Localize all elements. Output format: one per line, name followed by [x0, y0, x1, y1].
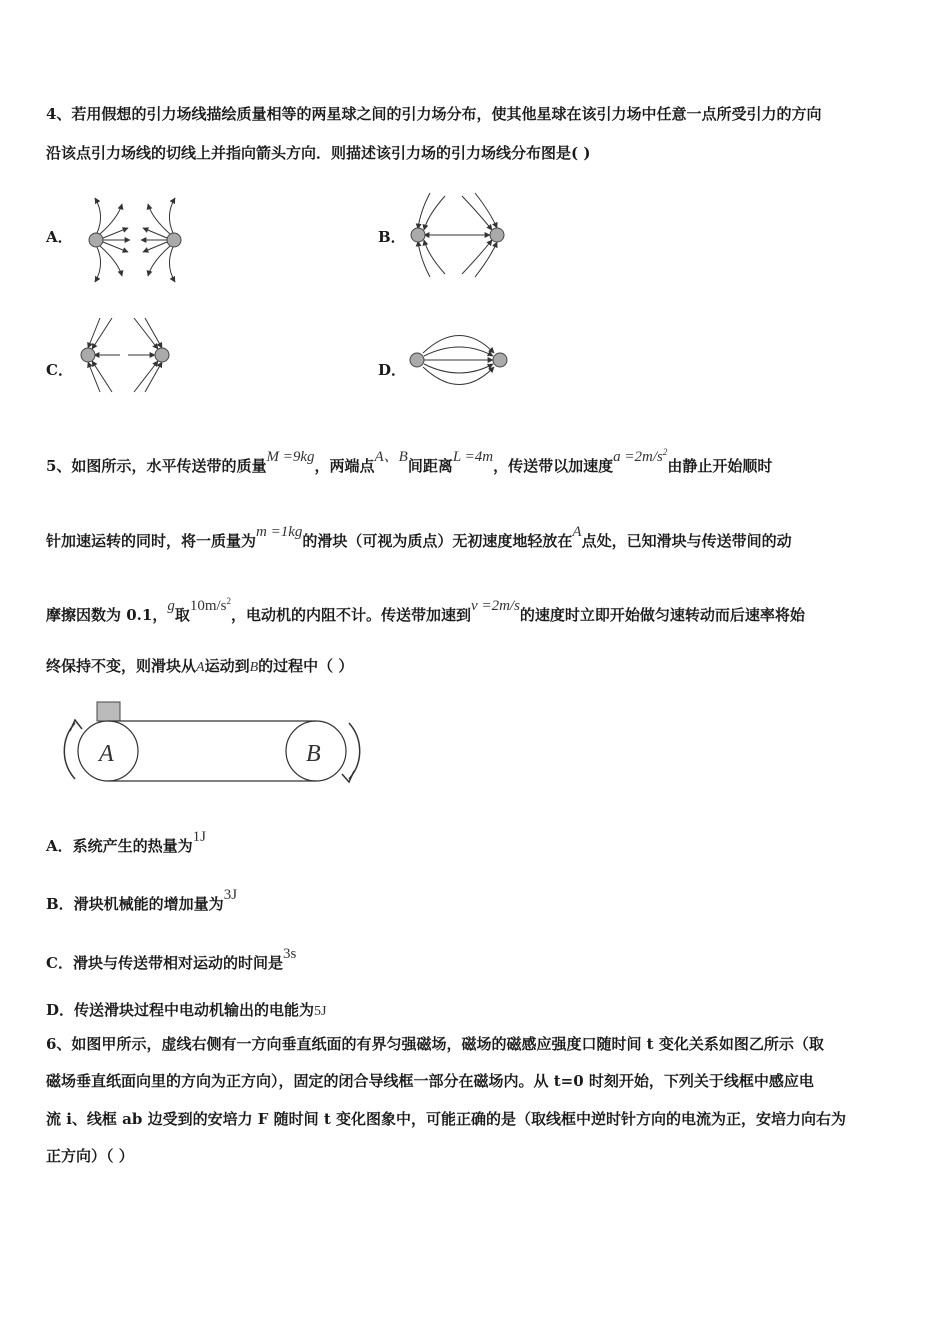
q5-line-1: 5、如图所示，水平传送带的质量M =9kg，两端点A、B间距离L =4m，传送带以加速度$a =2m/s^2$由静止开始顺时	[46, 447, 773, 475]
q6-line-3: 流 i、线框 ab 边受到的安培力 F 随时间 t 变化图象中，可能正确的是（取线框中逆时针方向的电流为正，安培力向右为	[46, 1110, 847, 1128]
q5-option-b: B．滑块机械能的增加量为3J	[46, 887, 238, 913]
sphere-b-left	[411, 228, 425, 242]
sphere-a-left	[89, 233, 103, 247]
sphere-b-right	[490, 228, 504, 242]
q6-line-2: 磁场垂直纸面向里的方向为正方向），固定的闭合导线框一部分在磁场内。从 t=0 时刻开始，下列关于线框中感应电	[46, 1072, 814, 1090]
q5-option-d: D．传送滑块过程中电动机输出的电能为5J	[46, 1001, 327, 1019]
q4-option-b-label: B．	[378, 228, 406, 246]
q5-option-c: C．滑块与传送带相对运动的时间是3s	[46, 946, 297, 972]
q5-length: L =4m	[452, 449, 494, 465]
pulley-b-label: B	[306, 741, 321, 767]
q4-line-1: 4、若用假想的引力场线描绘质量相等的两星球之间的引力场分布，使其他星球在该引力场中任意一点所受引力的方向	[46, 105, 822, 123]
q5-acceleration: $a =2m/s^2$	[613, 447, 668, 465]
sphere-c-left	[81, 348, 95, 362]
q5-line-2: 针加速运转的同时，将一质量为m =1kg的滑块（可视为质点）无初速度地轻放在A点处，已知滑块与传送带间的动	[46, 524, 792, 550]
q6-line-4: 正方向）（ ）	[46, 1147, 134, 1165]
q5-option-a: A．系统产生的热量为1J	[46, 829, 206, 855]
q5-line-4: 终保持不变，则滑块从A运动到B的过程中（ ）	[46, 657, 354, 675]
q5-gravity: $10m/s^2$	[189, 596, 232, 614]
sphere-c-right	[155, 348, 169, 362]
field-diagram-b	[418, 193, 497, 277]
field-diagram-c	[88, 318, 162, 392]
q5-velocity: v =2m/s	[471, 598, 520, 614]
rotation-arrow-left	[64, 723, 75, 779]
field-diagram-d	[423, 336, 494, 385]
q6-line-1: 6、如图甲所示，虚线右侧有一方向垂直纸面的有界匀强磁场，磁场的磁感应强度口随时间 t 变化关系如图乙所示（取	[46, 1035, 824, 1053]
rotation-arrow-right	[349, 723, 360, 779]
sphere-d-right	[493, 353, 507, 367]
sphere-a-right	[167, 233, 181, 247]
sphere-d-left	[410, 353, 424, 367]
q4-option-d-label: D．	[378, 361, 407, 379]
q5-endpoints: A、B	[374, 449, 408, 465]
slider-block	[97, 702, 120, 721]
q4-option-c-label: C．	[46, 361, 73, 379]
q5-mass-block: m =1kg	[256, 524, 303, 540]
q4-option-a-label: A．	[46, 228, 73, 246]
pulley-a-label: A	[99, 741, 114, 767]
q5-mass-belt: M =9kg	[266, 449, 315, 465]
q4-line-2: 沿该点引力场线的切线上并指向箭头方向．则描述该引力场的引力场线分布图是( )	[46, 144, 591, 162]
conveyor-belt-figure	[64, 702, 359, 782]
q5-line-3: 摩擦因数为 0.1，g取$10m/s^2$，电动机的内阻不计。传送带加速到v =2m/s的速度时立即开始做匀速转动而后速率将始	[46, 596, 805, 624]
field-diagram-a	[95, 198, 175, 282]
